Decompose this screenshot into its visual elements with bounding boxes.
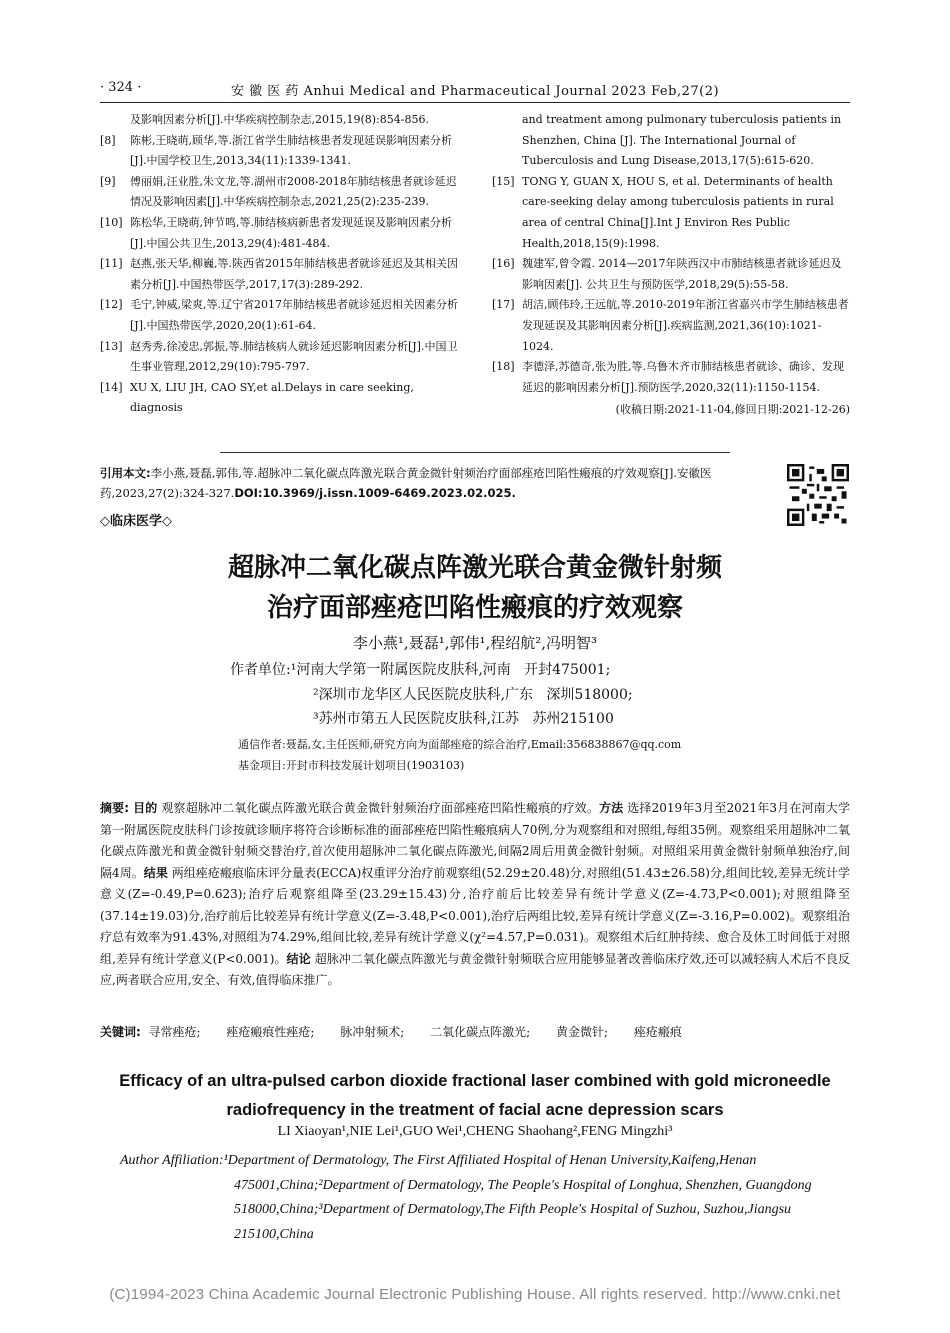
affiliation-line: ³苏州市第五人民医院皮肤科,江苏 苏州215100: [313, 711, 614, 727]
conclusion-label: 结论: [286, 951, 311, 966]
reference-item: [9] 傅丽娟,汪业胜,朱文龙,等.湖州市2008-2018年肺结核患者就诊延迟情况及影响因素[J].中华疾病控制杂志,2021,25(2):235-239.: [100, 174, 457, 209]
affiliation-cn: [230, 658, 790, 732]
title-cn-line: 超脉冲二氧化碳点阵激光联合黄金微针射频: [227, 553, 722, 583]
reference-item: [15] TONG Y, GUAN X, HOU S, et al. Determinants of health care-seeking delay among tuberculosis patients in rural area of central China[J].Int J Environ Res Public Health,2018,15(9):1998.: [492, 174, 834, 250]
objective-label: 目的: [133, 801, 158, 815]
reference-item: and treatment among pulmonary tuberculosis patients in Shenzhen, China [J]. The International Journal of Tuberculosis and Lung Disease,2013,17(5):615-620.: [522, 113, 842, 168]
keyword: 寻常痤疮;: [148, 1025, 201, 1039]
affiliation-en-first: Author Affiliation:¹Department of Dermatology, The First Affiliated Hospital of Henan University,Kaifeng,Henan: [120, 1153, 757, 1168]
affiliation-en: [120, 1149, 830, 1247]
keyword: 痤疮瘢痕: [633, 1025, 682, 1039]
keywords: [100, 1023, 850, 1040]
reference-list-right: [492, 110, 850, 421]
keyword: 痤疮瘢痕性痤疮;: [226, 1025, 315, 1039]
copyright-footer: (C)1994-2023 China Academic Journal Electronic Publishing House. All rights reserved. http://www.cnki.net: [109, 1286, 841, 1303]
reference-item: [8] 陈彬,王晓萌,顾华,等.浙江省学生肺结核患者发现延误影响因素分析[J].中国学校卫生,2013,34(11):1339-1341.: [100, 133, 452, 168]
abstract-label: 摘要:: [100, 801, 130, 815]
results-label: 结果: [143, 865, 168, 880]
affiliation-label: 作者单位:: [230, 662, 291, 678]
reference-item: [17] 胡洁,顾伟玲,王远航,等.2010-2019年浙江省嘉兴市学生肺结核患者发现延误及其影响因素分析[J].疾病监测,2021,36(10):1021-1024.: [492, 298, 849, 353]
reference-item: [10] 陈松华,王晓萌,钟节鸣,等.肺结核病新患者发现延误及影响因素分析[J].中国公共卫生,2013,29(4):481-484.: [100, 215, 452, 250]
title-en-line: radiofrequency in the treatment of facial acne depression scars: [226, 1101, 724, 1119]
funding: 基金项目:开封市科技发展计划项目(1903103): [238, 759, 465, 772]
affiliation-line: ²深圳市龙华区人民医院皮肤科,广东 深圳518000;: [313, 686, 633, 703]
reference-item: [11] 赵燕,张天华,柳巍,等.陕西省2015年肺结核患者就诊延迟及其相关因素分析[J].中国热带医学,2017,17(3):289-292.: [100, 257, 458, 291]
reference-item: [12] 毛宁,钟威,梁爽,等.辽宁省2017年肺结核患者就诊延迟相关因素分析[J].中国热带医学,2020,20(1):61-64.: [100, 298, 458, 332]
article-title-en: [100, 1067, 850, 1125]
section-label: ◇临床医学◇: [100, 514, 172, 529]
keywords-label: 关键词:: [100, 1025, 141, 1039]
citation-text: 李小燕,聂磊,郭伟,等.超脉冲二氧化碳点阵激光联合黄金微针射频治疗面部痤疮凹陷性瘢痕的疗效观察[J].安徽医药,2023,27(2):324-327.: [100, 466, 712, 500]
reference-item: [14] XU X, LIU JH, CAO SY,et al.Delays in care seeking, diagnosis: [100, 380, 414, 415]
reference-item: 及影响因素分析[J].中华疾病控制杂志,2015,19(8):854-856.: [130, 113, 429, 126]
section-divider: [220, 452, 730, 453]
conclusion-text: 超脉冲二氧化碳点阵激光与黄金微针射频联合应用能够显著改善临床疗效,还可以减轻病人术后不良反应,两者联合应用,安全、有效,值得临床推广。: [100, 951, 850, 987]
article-meta: [238, 734, 798, 776]
authors-en: LI Xiaoyan¹,NIE Lei¹,GUO Wei¹,CHENG Shaohang²,FENG Mingzhi³: [277, 1124, 673, 1139]
reference-item: [18] 李德泽,苏德奇,张为胜,等.乌鲁木齐市肺结核患者就诊、确诊、发现延迟的影响因素分析[J].预防医学,2020,32(11):1150-1154.: [492, 360, 844, 394]
citation-block: [100, 463, 780, 503]
reference-item: [16] 魏建军,曾令霞. 2014—2017年陕西汉中市肺结核患者就诊延迟及影响因素[J]. 公共卫生与预防医学,2018,29(5):55-58.: [492, 257, 842, 291]
journal-title: 安 徽 医 药 Anhui Medical and Pharmaceutical Journal 2023 Feb,27(2): [230, 84, 720, 99]
citation-doi: DOI:10.3969/j.issn.1009-6469.2023.02.025.: [234, 486, 516, 500]
qr-code-icon: [787, 464, 849, 526]
page-number: · 324 ·: [100, 80, 142, 95]
keyword: 脉冲射频术;: [340, 1025, 405, 1039]
corresponding-author: 通信作者:聂磊,女,主任医师,研究方向为面部痤疮的综合治疗,Email:356838867@qq.com: [238, 738, 682, 751]
keyword: 黄金微针;: [555, 1025, 608, 1039]
keyword: 二氧化碳点阵激光;: [430, 1025, 531, 1039]
authors-cn: 李小燕¹,聂磊¹,郭伟¹,程绍航²,冯明智³: [352, 634, 598, 652]
affiliation-en-rest: 475001,China;²Department of Dermatology, The People's Hospital of Longhua, Shenzhen, Guangdong 518000,China;³Department of Dermatology,The Fifth People's Hospital of Suzhou, Suzhou,Jiangsu 215100,China: [234, 1177, 812, 1242]
objective-text: 观察超脉冲二氧化碳点阵激光联合黄金微针射频治疗面部痤疮凹陷性瘢痕的疗效。: [161, 801, 599, 815]
citation-label: 引用本文:: [100, 466, 151, 480]
header-rule: [100, 102, 850, 103]
results-text: 两组痤疮瘢痕临床评分量表(ECCA)权重评分治疗前观察组(52.29±20.48)分,对照组(51.43±26.58)分,组间比较,差异无统计学意义(Z=-0.49,P=0.623);治疗后观察组降至(23.29±15.43)分,治疗前后比较差异有统计学意义(Z=-4.73,P<0.001);对照组降至(37.14±19.03)分,治疗前后比较差异有统计学意义(Z=-3.48,P<0.001),治疗后两组比较,差异有统计学意义(Z=-3.16,P=0.002)。观察组治疗总有效率为91.43%,对照组为74.29%,组间比较,差异有统计学意义(χ²=4.57,P=0.031)。观察组术后红肿持续、愈合及休工时间低于对照组,差异有统计学意义(P<0.001)。: [100, 865, 850, 966]
title-cn-line: 治疗面部痤疮凹陷性瘢痕的疗效观察: [266, 593, 683, 623]
methods-label: 方法: [598, 801, 624, 815]
affiliation-line: ¹河南大学第一附属医院皮肤科,河南 开封475001;: [290, 662, 611, 678]
methods-text: 选择2019年3月至2021年3月在河南大学第一附属医院皮肤科门诊按就诊顺序将符合诊断标准的面部痤疮凹陷性瘢痕病人70例,分为观察组和对照组,每组35例。观察组采用超脉冲二氧化碳点阵激光和黄金微针射频交替治疗,首次使用超脉冲二氧化碳点阵激光,间隔2周后用黄金微针射频。对照组采用黄金微针射频单独治疗,间隔4周。: [100, 801, 850, 880]
reference-item: [13] 赵秀秀,徐凌忠,郭振,等.肺结核病人就诊延迟影响因素分析[J].中国卫生事业管理,2012,29(10):795-797.: [100, 339, 458, 374]
article-title-cn: [100, 548, 850, 628]
reference-list-left: [100, 110, 462, 419]
abstract-cn: [100, 798, 850, 992]
received-date: (收稿日期:2021-11-04,修回日期:2021-12-26): [615, 403, 850, 417]
title-en-line: Efficacy of an ultra-pulsed carbon dioxide fractional laser combined with gold microneedle: [119, 1072, 831, 1090]
